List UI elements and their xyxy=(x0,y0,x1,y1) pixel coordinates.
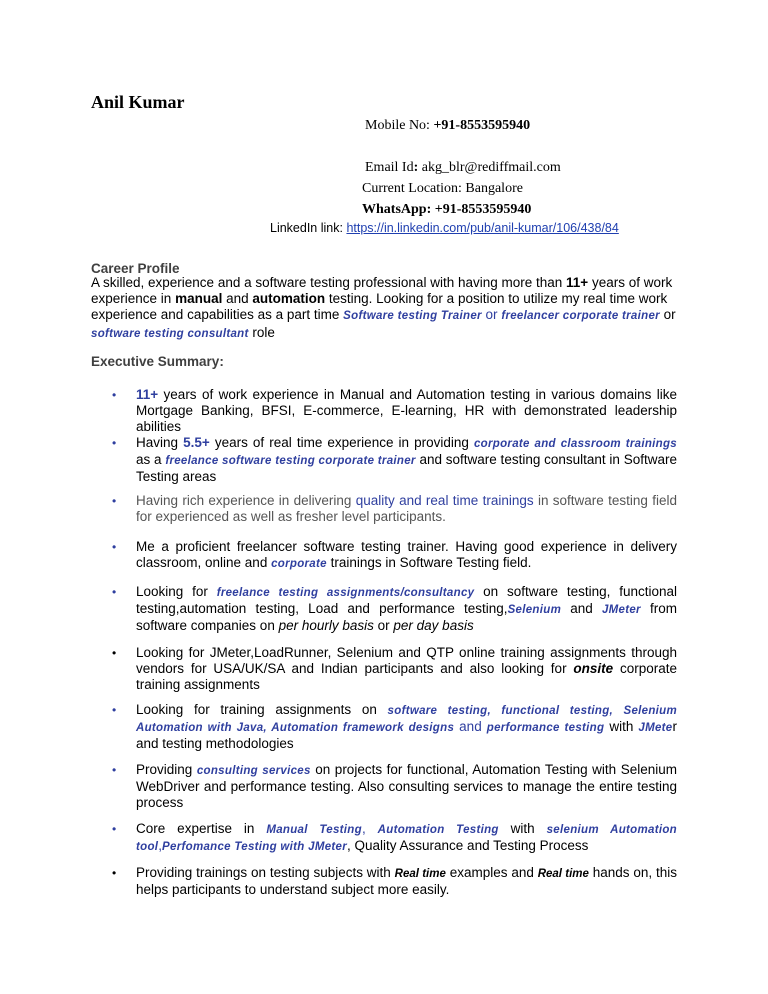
summary-text: Me a proficient freelancer software testing trainer. Having good experience in delivery classroom, online and xyxy=(136,539,677,570)
summary-highlight: freelance software testing corporate trainer xyxy=(165,455,416,467)
career-trainer: Software testing Trainer xyxy=(343,310,482,323)
list-item xyxy=(112,493,677,525)
summary-highlight: Automation Testing xyxy=(377,824,499,836)
location-line: Current Location: Bangalore xyxy=(362,181,523,196)
summary-text: , xyxy=(361,821,378,836)
mobile-label: Mobile No: xyxy=(365,118,434,133)
career-role: role xyxy=(248,324,275,340)
summary-italic: per hourly basis xyxy=(278,618,374,633)
summary-text: and software testing consultant in Software Testing areas xyxy=(136,452,677,484)
summary-text: Providing xyxy=(136,762,197,777)
career-automation: automation xyxy=(252,291,326,307)
list-item xyxy=(112,435,677,485)
bullet-icon: • xyxy=(112,703,117,717)
list-item xyxy=(112,702,677,752)
summary-text: Providing trainings on testing subjects with xyxy=(136,865,395,880)
summary-text: and xyxy=(454,719,487,734)
summary-text: with xyxy=(498,821,547,836)
whatsapp-line: WhatsApp: +91-8553595940 xyxy=(362,202,532,217)
summary-highlight: freelance testing assignments/consultancy xyxy=(216,587,475,599)
career-corporate-trainer: freelancer corporate trainer xyxy=(501,310,660,323)
summary-highlight: software testing, functional testing, Selenium Automation with Java, Automation framework designs xyxy=(136,705,677,734)
list-item xyxy=(112,865,677,898)
summary-italic: per day basis xyxy=(393,618,474,633)
list-item xyxy=(112,645,677,693)
mobile-line xyxy=(365,118,530,134)
executive-summary-heading: Executive Summary: xyxy=(91,354,224,369)
summary-text: Looking for JMeter,LoadRunner, Selenium and QTP online training assignments through vendors for USA/UK/SA and Indian participants and also looking for xyxy=(136,645,677,676)
summary-text: Looking for xyxy=(136,584,217,599)
summary-text: with xyxy=(604,719,639,734)
linkedin-label: LinkedIn link: xyxy=(270,221,347,235)
email-label: Email Id xyxy=(365,160,414,175)
email-value: akg_blr@rediffmail.com xyxy=(421,160,561,175)
career-manual: manual xyxy=(175,291,223,307)
summary-text: on software testing, functional testing,automation testing, Load and performance testing, xyxy=(136,584,677,616)
career-or-1: or xyxy=(481,307,502,323)
summary-text: Having xyxy=(136,435,184,450)
list-item xyxy=(112,821,677,855)
career-profile-text xyxy=(91,275,691,342)
summary-text: examples and xyxy=(445,865,538,880)
summary-years: 11+ xyxy=(136,387,159,402)
career-and: and xyxy=(222,291,253,307)
candidate-name: Anil Kumar xyxy=(91,92,185,112)
bullet-icon: • xyxy=(112,585,117,599)
career-years: 11+ xyxy=(566,275,589,290)
summary-text: Having rich experience in delivering xyxy=(136,493,356,508)
career-text-1: A skilled, experience and a software testing professional with having more than xyxy=(91,275,567,290)
summary-text: and xyxy=(561,601,602,616)
summary-highlight: Perfomance Testing with JMeter xyxy=(162,841,347,853)
list-item xyxy=(112,387,677,435)
bullet-icon: • xyxy=(112,436,117,450)
bullet-icon: • xyxy=(112,822,117,836)
linkedin-link[interactable]: https://in.linkedin.com/pub/anil-kumar/106/438/84 xyxy=(346,221,619,235)
summary-text: , xyxy=(158,838,163,853)
summary-text: or xyxy=(373,618,394,633)
summary-text: years of work experience in Manual and Automation testing in various domains like Mortgage Banking, BFSI, E-commerce, E-learning, HR with demonstrated leadership abilities xyxy=(136,387,677,434)
career-or-2: or xyxy=(659,307,676,323)
summary-text: trainings in Software Testing field. xyxy=(326,555,532,570)
summary-highlight: selenium Automation tool xyxy=(136,824,677,853)
bullet-icon: • xyxy=(112,540,117,554)
summary-bold-italic: onsite xyxy=(573,661,614,676)
summary-text: in software testing field for experienced as well as fresher level participants. xyxy=(136,493,677,524)
summary-highlight: performance testing xyxy=(486,722,605,734)
bullet-icon: • xyxy=(112,388,117,402)
summary-highlight: JMete xyxy=(638,722,673,734)
career-profile-heading: Career Profile xyxy=(91,261,180,276)
summary-highlight: consulting services xyxy=(196,765,311,777)
email-line xyxy=(365,160,561,176)
summary-highlight: quality and real time trainings xyxy=(355,493,534,508)
list-item xyxy=(112,584,677,634)
summary-highlight: JMeter xyxy=(601,604,641,616)
bullet-icon: • xyxy=(112,866,117,880)
summary-text: as a xyxy=(136,452,166,467)
summary-text: years of real time experience in providing xyxy=(209,435,474,450)
email-sep: : xyxy=(413,160,422,175)
summary-years: 5.5+ xyxy=(183,435,210,450)
summary-text: on projects for functional, Automation Testing with Selenium WebDriver and performance testing. Also consulting services to manage the entire testing process xyxy=(136,762,677,810)
summary-text: , Quality Assurance and Testing Process xyxy=(347,838,589,853)
summary-highlight: Selenium xyxy=(507,604,562,616)
summary-highlight: corporate and classroom trainings xyxy=(473,438,677,450)
summary-text: Looking for training assignments on xyxy=(136,702,388,717)
bullet-icon: • xyxy=(112,763,117,777)
summary-bold-italic: Real time xyxy=(394,868,446,880)
career-text-3: testing. Looking for a position to utilize my real time work experience and capabilities as a part time xyxy=(91,291,668,323)
bullet-icon: • xyxy=(112,494,117,508)
summary-highlight: Manual Testing xyxy=(266,824,362,836)
summary-text: corporate training assignments xyxy=(136,661,677,692)
career-consultant: software testing consultant xyxy=(91,327,249,340)
mobile-value: +91-8553595940 xyxy=(433,118,531,133)
summary-highlight: corporate xyxy=(271,558,327,570)
summary-text: Core expertise in xyxy=(136,821,267,836)
list-item xyxy=(112,762,677,811)
career-text-2: years of work experience in xyxy=(91,275,673,307)
summary-text: from software companies on xyxy=(136,601,677,633)
summary-text: hands on, this helps participants to understand subject more easily. xyxy=(136,865,677,897)
summary-text: r and testing methodologies xyxy=(136,719,677,751)
list-item xyxy=(112,539,677,572)
summary-bold-italic: Real time xyxy=(537,868,589,880)
linkedin-line xyxy=(270,221,619,235)
bullet-icon: • xyxy=(112,646,117,660)
